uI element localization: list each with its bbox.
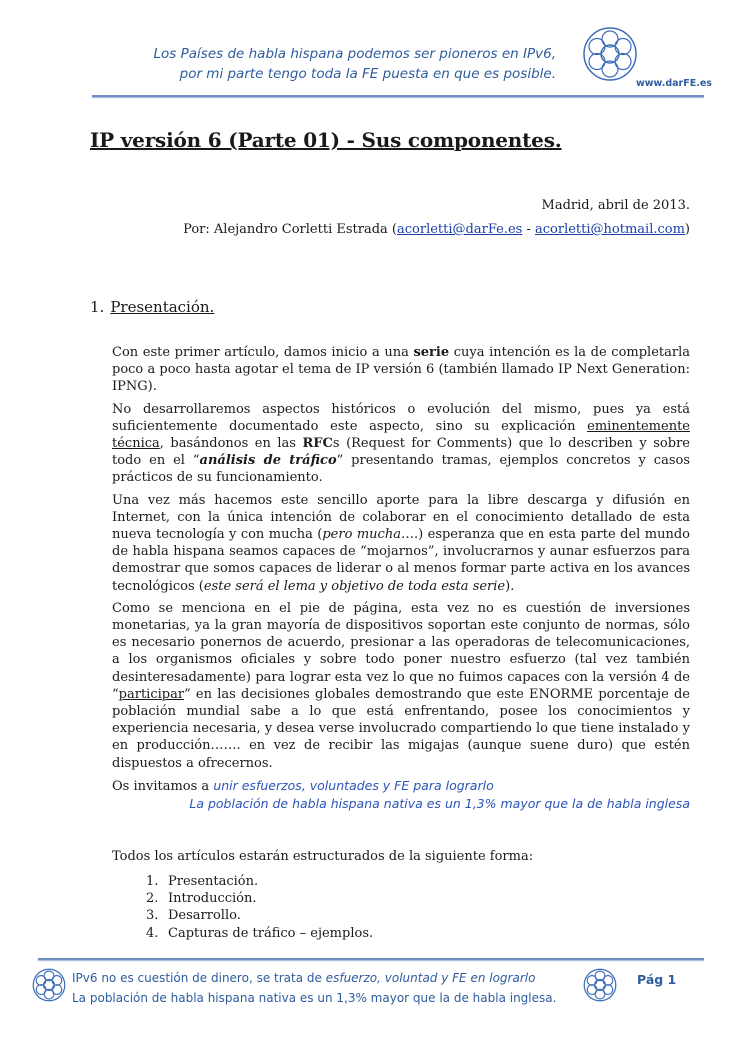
list-item: 2. Introducción. <box>146 891 257 907</box>
page-number: Pág 1 <box>637 972 677 987</box>
header-divider <box>92 95 704 97</box>
email-link-hotmail[interactable]: acorletti@hotmail.com <box>535 222 685 237</box>
footer-logo-right-icon <box>583 968 617 1002</box>
darfe-logo-icon <box>582 26 638 82</box>
author-prefix: Por: Alejandro Corletti Estrada ( <box>183 222 397 237</box>
page-title: IP versión 6 (Parte 01) - Sus componentes. <box>90 128 562 152</box>
footer-logo-left-icon <box>32 968 66 1002</box>
author-line <box>183 222 690 237</box>
section-heading <box>90 298 214 316</box>
list-item: 3. Desarrollo. <box>146 908 241 924</box>
author-suffix: ) <box>684 222 690 237</box>
author-separator: - <box>522 222 535 237</box>
structure-list <box>146 873 373 942</box>
paragraph-5-note: La población de habla hispana nativa es un 1,3% mayor que la de habla inglesa <box>189 796 690 812</box>
header-slogan <box>154 44 556 84</box>
footer-divider <box>38 958 704 960</box>
footer-line-2: La población de habla hispana nativa es un 1,3% mayor que la de habla inglesa. <box>72 991 557 1005</box>
section-title: Presentación. <box>110 298 215 316</box>
header-line-1: Los Países de habla hispana podemos ser pioneros en IPv6, <box>153 46 556 62</box>
footer-line-1: IPv6 no es cuestión de dinero, se trata de esfuerzo, voluntad y FE en lograrlo <box>72 971 536 985</box>
body-text <box>112 344 690 870</box>
paragraph-6: Todos los artículos estarán estructurados de la siguiente forma: <box>112 849 534 865</box>
list-item: 4. Capturas de tráfico – ejemplos. <box>146 925 374 941</box>
paragraph-1: Con este primer artículo, damos inicio a una serie cuya intención es la de completarla poco a poco hasta agotar el tema de IP versión 6 (también llamado IP Next Generation: IPNG). <box>112 345 690 395</box>
footer-text <box>72 968 556 1008</box>
date-line: Madrid, abril de 2013. <box>541 198 690 213</box>
paragraph-3: Una vez más hacemos este sencillo aporte para la libre descarga y difusión en Internet, con la única intención de colaborar en el conocimiento detallado de esta nueva tecnología y con mucha (pero mucha….) esperanza que en esta parte del mundo de habla hispana seamos capaces de “mojarnos”, involucrarnos y aunar esfuerzos para demostrar que somos capaces de liderar o al menos formar parte activa en los avances tecnológicos (este será el lema y objetivo de toda esta serie). <box>112 492 690 594</box>
header-line-2: por mi parte tengo toda la FE puesta en que es posible. <box>179 66 556 82</box>
paragraph-4: Como se menciona en el pie de página, esta vez no es cuestión de inversiones monetarias, ya la gran mayoría de dispositivos soportan este conjunto de normas, sólo es necesario ponernos de acuerdo, presionar a las operadoras de telecomunicaciones, a los organismos oficiales y sobre todo poner nuestro esfuerzo (tal vez también desinteresadamente) para lograr esta vez lo que no fuimos capaces con la versión 4 de “participar” en las decisiones globales demostrando que este ENORME porcentaje de población mundial sabe a lo que está enfrentando, posee los conocimientos y experiencia necesaria, y desea verse involucrado compartiendo lo que tiene instalado y en producción……. en vez de recibir las migajas (aunque suene duro) que estén dispuestos a ofrecernos. <box>112 600 690 771</box>
header-site: www.darFE.es <box>636 78 712 89</box>
paragraph-2: No desarrollaremos aspectos históricos o evolución del mismo, pues ya está suficientemente documentado este aspecto, sino su explicación eminentemente técnica, basándonos en las RFCs (Request for Comments) que lo describen y sobre todo en el “análisis de tráfico” presentando tramas, ejemplos concretos y casos prácticos de su funcionamiento. <box>112 401 690 486</box>
section-number: 1. <box>90 298 105 316</box>
email-link-darfe[interactable]: acorletti@darFe.es <box>397 222 523 237</box>
paragraph-5: Os invitamos a unir esfuerzos, voluntades y FE para lograrlo <box>112 777 494 794</box>
list-item: 1. Presentación. <box>146 874 259 889</box>
